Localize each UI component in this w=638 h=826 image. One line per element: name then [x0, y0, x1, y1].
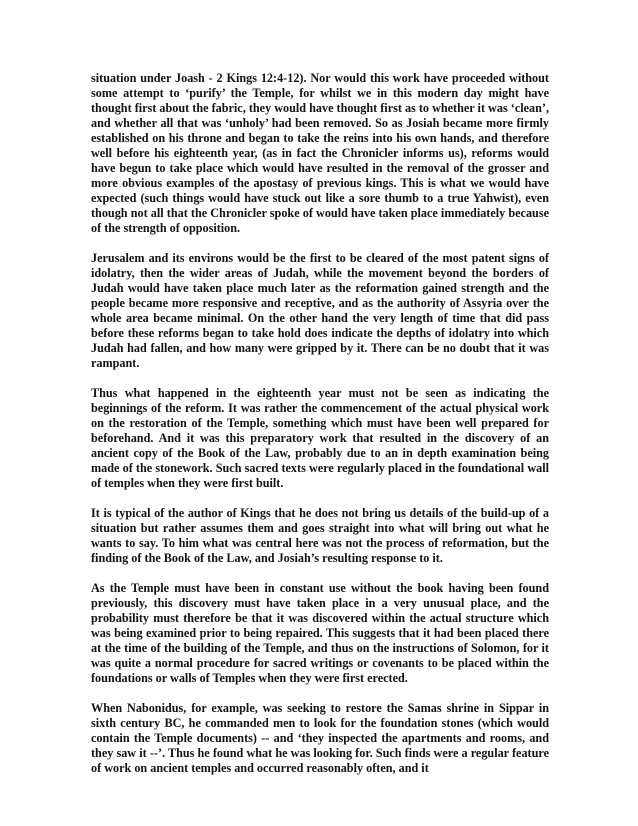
paragraph-6: When Nabonidus, for example, was seeking to restore the Samas shrine in Sippar in sixth century BC, he commanded men to look for the foundation stones (which would contain the Temple documents) -- and ‘they inspected the apartments and rooms, and they saw it --’. Thus he found what he was looking for. Such finds were a regular feature of work on ancient temples and occurred reasonably often, and it: [91, 701, 549, 775]
paragraph-4: It is typical of the author of Kings that he does not bring us details of the build-up of a situation but rather assumes them and goes straight into what will bring out what he wants to say. To him what was central here was not the process of reformation, but the finding of the Book of the Law, and Josiah’s resulting response to it.: [91, 506, 549, 565]
paragraph-3: Thus what happened in the eighteenth year must not be seen as indicating the beginnings of the reform. It was rather the commencement of the actual physical work on the restoration of the Temple, something which must have been well prepared for beforehand. And it was this preparatory work that resulted in the discovery of an ancient copy of the Book of the Law, probably due to an in depth examination being made of the stonework. Such sacred texts were regularly placed in the foundational wall of temples when they were first built.: [91, 386, 549, 490]
paragraph-1: situation under Joash - 2 Kings 12:4-12). Nor would this work have proceeded without some attempt to ‘purify’ the Temple, for whilst we in this modern day might have thought first about the fabric, they would have thought first as to whether it was ‘clean’, and whether all that was ‘unholy’ had been removed. So as Josiah became more firmly established on his throne and began to take the reins into his own hands, and therefore well before his eighteenth year, (as in fact the Chronicler informs us), reforms would have begun to take place which would have resulted in the removal of the grosser and more obvious examples of the apostasy of previous kings. This is what we would have expected (such things would have stuck out like a sore thumb to a true Yahwist), even though not all that the Chronicler spoke of would have taken place immediately because of the strength of opposition.: [91, 71, 549, 235]
body-text: [91, 71, 549, 791]
paragraph-5: As the Temple must have been in constant use without the book having been found previously, this discovery must have taken place in a very unusual place, and the probability must therefore be that it was discovered within the actual structure which was being examined prior to being repaired. This suggests that it had been placed there at the time of the building of the Temple, and thus on the instructions of Solomon, for it was quite a normal procedure for sacred writings or covenants to be placed within the foundations or walls of Temples when they were first erected.: [91, 581, 549, 685]
paragraph-2: Jerusalem and its environs would be the first to be cleared of the most patent signs of idolatry, then the wider areas of Judah, while the movement beyond the borders of Judah would have taken place much later as the reformation gained strength and the people became more responsive and receptive, and as the authority of Assyria over the whole area became minimal. On the other hand the very length of time that did pass before these reforms began to take hold does indicate the depths of idolatry into which Judah had fallen, and how many were gripped by it. There can be no doubt that it was rampant.: [91, 251, 549, 370]
